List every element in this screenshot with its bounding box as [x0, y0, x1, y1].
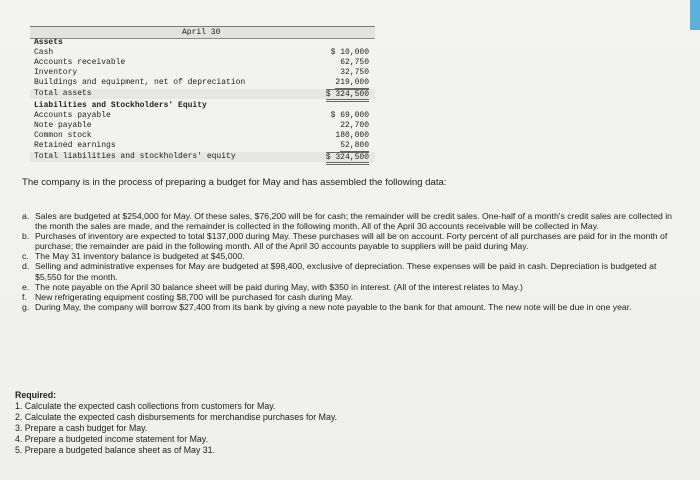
item-marker: f.	[22, 291, 27, 302]
list-item	[22, 282, 672, 292]
row-label: Accounts payable	[34, 111, 111, 120]
row-label: Cash	[34, 48, 54, 57]
row-label: Common stock	[34, 131, 92, 140]
item-text: Sales are budgeted at $254,000 for May. Of these sales, $76,200 will be for cash; the remainder will be credit sales. One-half of a month's credit sales are collected in the month the sales are made, and the remainder is collected in the following month. All of the April 30 accounts receivable will be collected in May.	[35, 211, 672, 232]
item-marker: d.	[22, 261, 30, 272]
item-marker: a.	[22, 211, 30, 221]
row-value: 52,800	[340, 141, 369, 150]
table-row	[30, 131, 375, 141]
required-item: 5. Prepare a budgeted balance sheet as of May 31.	[15, 445, 216, 455]
liabilities-heading: Liabilities and Stockholders' Equity	[34, 101, 207, 110]
row-value: 32,750	[340, 68, 369, 77]
balance-sheet-date: April 30	[182, 28, 221, 37]
intro-text: The company is in the process of preparing a budget for May and has assembled the following data:	[22, 177, 447, 188]
row-value: $ 10,000	[330, 48, 369, 57]
table-row	[30, 48, 375, 58]
item-marker: e.	[22, 281, 30, 292]
row-label: Note payable	[34, 121, 92, 130]
total-liabilities-row	[30, 152, 375, 162]
row-value: 219,000	[335, 78, 369, 87]
window-edge	[690, 0, 700, 30]
table-row	[30, 58, 375, 68]
item-text: The May 31 inventory balance is budgeted at $45,000.	[35, 251, 245, 262]
row-value: $ 324,500	[326, 152, 369, 165]
list-item	[22, 211, 672, 231]
row-value: $ 324,500	[326, 89, 369, 102]
row-value: 22,700	[340, 121, 369, 130]
table-row	[30, 68, 375, 78]
item-text: New refrigerating equipment costing $8,700 will be purchased for cash during May.	[35, 291, 354, 302]
required-heading: Required:	[15, 390, 57, 400]
row-label: Total assets	[34, 89, 92, 98]
data-items-list	[22, 211, 672, 312]
item-text: During May, the company will borrow $27,400 from its bank by giving a new note payable to the bank for that amount. The new note will be due in one year.	[35, 301, 632, 312]
assets-heading-row	[30, 38, 375, 48]
table-row	[30, 78, 375, 88]
row-value: 62,750	[340, 58, 369, 67]
total-assets-row	[30, 89, 375, 99]
required-item: 1. Calculate the expected cash collections from customers for May.	[15, 401, 276, 411]
row-label: Retained earnings	[34, 141, 116, 150]
row-label: Buildings and equipment, net of depreciation	[34, 78, 246, 87]
required-item: 4. Prepare a budgeted income statement for May.	[15, 434, 208, 444]
required-item: 3. Prepare a cash budget for May.	[15, 423, 148, 433]
required-item: 2. Calculate the expected cash disbursements for merchandise purchases for May.	[15, 412, 338, 422]
required-section	[15, 390, 337, 456]
row-label: Accounts receivable	[34, 58, 126, 67]
list-item	[22, 261, 672, 281]
item-text: The note payable on the April 30 balance sheet will be paid during May, with $350 in interest. (All of the interest relates to May.)	[35, 281, 523, 292]
list-item	[22, 292, 672, 302]
table-row	[30, 111, 375, 121]
list-item	[22, 231, 672, 251]
row-label: Inventory	[34, 68, 78, 77]
liabilities-heading-row	[30, 101, 375, 111]
item-text: Selling and administrative expenses for May are budgeted at $98,400, exclusive of depreciation. These expenses will be paid in cash. Depreciation is budgeted at $5,550 for the month.	[35, 261, 657, 282]
assets-heading: Assets	[34, 38, 63, 47]
item-marker: g.	[22, 301, 30, 312]
item-marker: c.	[22, 251, 29, 262]
list-item	[22, 302, 672, 312]
row-value: $ 69,000	[330, 111, 369, 120]
table-row	[30, 141, 375, 151]
table-row	[30, 121, 375, 131]
row-value: 180,000	[335, 131, 369, 140]
item-marker: b.	[22, 231, 30, 242]
list-item	[22, 251, 672, 261]
row-label: Total liabilities and stockholders' equity	[34, 152, 236, 161]
item-text: Purchases of inventory are expected to total $137,000 during May. These purchases will all be on account. Forty percent of all purchases are paid for in the month of purchase; the remainder are paid in the following month. All of the April 30 accounts payable to suppliers will be paid during May.	[35, 231, 668, 252]
